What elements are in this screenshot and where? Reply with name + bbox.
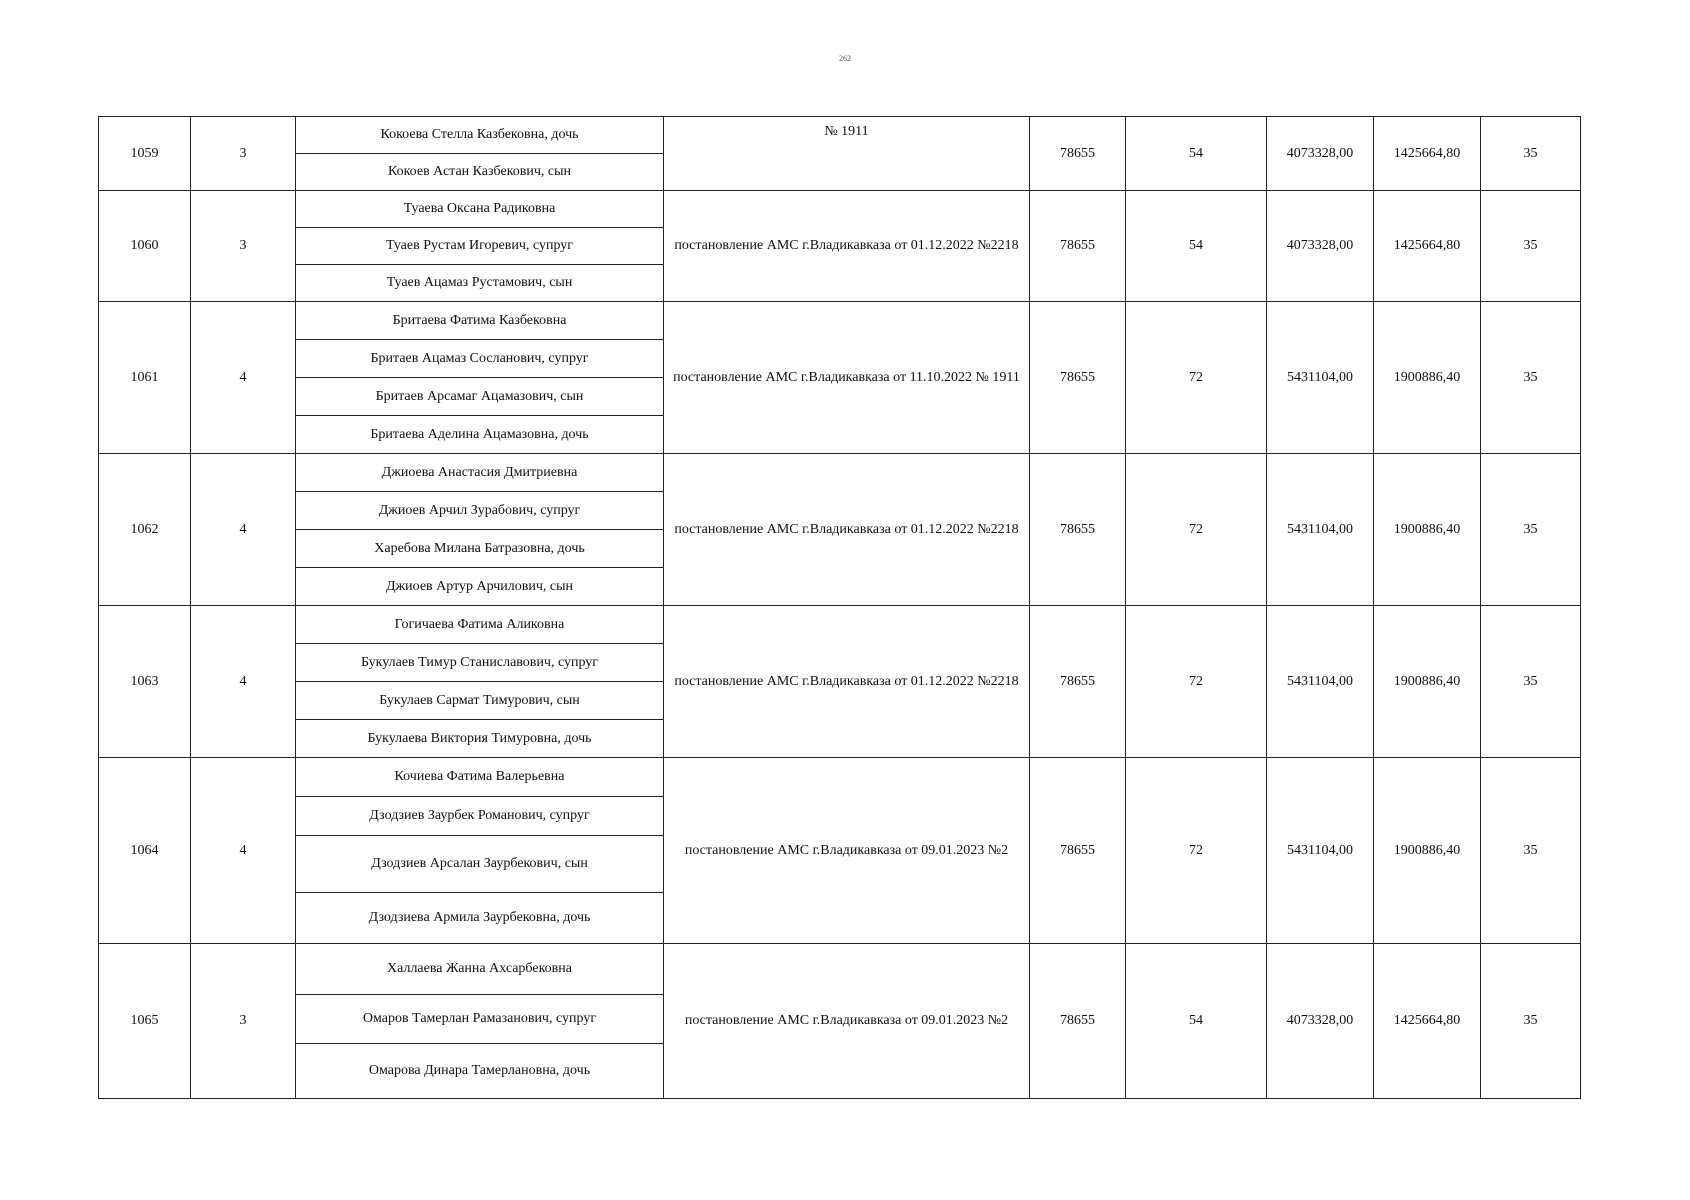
document-cell: постановление АМС г.Владикавказа от 01.12.2022 №2218	[664, 191, 1030, 302]
area-cell: 54	[1126, 191, 1267, 302]
table-row	[99, 302, 1581, 340]
area-cell: 72	[1126, 302, 1267, 454]
family-member-cell: Гогичаева Фатима Аликовна	[296, 606, 664, 644]
document-cell: № 1911	[664, 117, 1030, 191]
price-cell: 78655	[1030, 606, 1126, 758]
subsidy-cell: 1900886,40	[1374, 454, 1481, 606]
family-member-cell: Бритаева Фатима Казбековна	[296, 302, 664, 340]
family-member-cell: Джиоева Анастасия Дмитриевна	[296, 454, 664, 492]
percent-cell: 35	[1481, 117, 1581, 191]
family-member-cell: Джиоев Артур Арчилович, сын	[296, 568, 664, 606]
row-number-cell: 1060	[99, 191, 191, 302]
document-cell: постановление АМС г.Владикавказа от 01.12.2022 №2218	[664, 454, 1030, 606]
percent-cell: 35	[1481, 191, 1581, 302]
family-member-cell: Омарова Динара Тамерлановна, дочь	[296, 1044, 664, 1099]
family-size-cell: 3	[191, 944, 296, 1099]
subsidy-cell: 1425664,80	[1374, 117, 1481, 191]
total-cell: 5431104,00	[1267, 302, 1374, 454]
subsidy-cell: 1425664,80	[1374, 191, 1481, 302]
table-row	[99, 606, 1581, 644]
price-cell: 78655	[1030, 758, 1126, 944]
family-size-cell: 4	[191, 302, 296, 454]
area-cell: 54	[1126, 117, 1267, 191]
family-member-cell: Кочиева Фатима Валерьевна	[296, 758, 664, 797]
percent-cell: 35	[1481, 606, 1581, 758]
percent-cell: 35	[1481, 302, 1581, 454]
table-row	[99, 191, 1581, 228]
area-cell: 54	[1126, 944, 1267, 1099]
row-number-cell: 1064	[99, 758, 191, 944]
family-member-cell: Бритаева Аделина Ацамазовна, дочь	[296, 416, 664, 454]
registry-body	[99, 117, 1581, 1099]
area-cell: 72	[1126, 606, 1267, 758]
total-cell: 5431104,00	[1267, 606, 1374, 758]
family-member-cell: Джиоев Арчил Зурабович, супруг	[296, 492, 664, 530]
family-size-cell: 3	[191, 117, 296, 191]
family-member-cell: Туаева Оксана Радиковна	[296, 191, 664, 228]
total-cell: 4073328,00	[1267, 191, 1374, 302]
table-row	[99, 117, 1581, 154]
family-size-cell: 3	[191, 191, 296, 302]
table-row	[99, 758, 1581, 797]
document-cell: постановление АМС г.Владикавказа от 11.10.2022 № 1911	[664, 302, 1030, 454]
total-cell: 4073328,00	[1267, 944, 1374, 1099]
subsidy-cell: 1900886,40	[1374, 302, 1481, 454]
family-member-cell: Омаров Тамерлан Рамазанович, супруг	[296, 995, 664, 1044]
row-number-cell: 1062	[99, 454, 191, 606]
subsidy-cell: 1900886,40	[1374, 606, 1481, 758]
family-member-cell: Букулаев Сармат Тимурович, сын	[296, 682, 664, 720]
family-size-cell: 4	[191, 454, 296, 606]
document-cell: постановление АМС г.Владикавказа от 01.12.2022 №2218	[664, 606, 1030, 758]
family-member-cell: Кокоев Астан Казбекович, сын	[296, 154, 664, 191]
table-row	[99, 944, 1581, 995]
family-member-cell: Туаев Рустам Игоревич, супруг	[296, 228, 664, 265]
percent-cell: 35	[1481, 758, 1581, 944]
family-member-cell: Туаев Ацамаз Рустамович, сын	[296, 265, 664, 302]
area-cell: 72	[1126, 454, 1267, 606]
family-member-cell: Бритаев Ацамаз Сосланович, супруг	[296, 340, 664, 378]
price-cell: 78655	[1030, 454, 1126, 606]
document-cell: постановление АМС г.Владикавказа от 09.01.2023 №2	[664, 944, 1030, 1099]
table-row	[99, 454, 1581, 492]
family-size-cell: 4	[191, 606, 296, 758]
family-member-cell: Харебова Милана Батразовна, дочь	[296, 530, 664, 568]
price-cell: 78655	[1030, 302, 1126, 454]
price-cell: 78655	[1030, 117, 1126, 191]
row-number-cell: 1063	[99, 606, 191, 758]
total-cell: 5431104,00	[1267, 454, 1374, 606]
area-cell: 72	[1126, 758, 1267, 944]
price-cell: 78655	[1030, 191, 1126, 302]
document-cell: постановление АМС г.Владикавказа от 09.01.2023 №2	[664, 758, 1030, 944]
family-member-cell: Халлаева Жанна Ахсарбековна	[296, 944, 664, 995]
family-size-cell: 4	[191, 758, 296, 944]
family-member-cell: Букулаев Тимур Станиславович, супруг	[296, 644, 664, 682]
family-member-cell: Дзодзиева Армила Заурбековна, дочь	[296, 893, 664, 944]
family-member-cell: Бритаев Арсамаг Ацамазович, сын	[296, 378, 664, 416]
row-number-cell: 1061	[99, 302, 191, 454]
total-cell: 4073328,00	[1267, 117, 1374, 191]
family-member-cell: Дзодзиев Арсалан Заурбекович, сын	[296, 836, 664, 893]
total-cell: 5431104,00	[1267, 758, 1374, 944]
price-cell: 78655	[1030, 944, 1126, 1099]
row-number-cell: 1059	[99, 117, 191, 191]
page-number: 262	[839, 54, 851, 63]
family-member-cell: Кокоева Стелла Казбековна, дочь	[296, 117, 664, 154]
family-member-cell: Букулаева Виктория Тимуровна, дочь	[296, 720, 664, 758]
row-number-cell: 1065	[99, 944, 191, 1099]
percent-cell: 35	[1481, 454, 1581, 606]
subsidy-cell: 1900886,40	[1374, 758, 1481, 944]
registry-table	[98, 116, 1581, 1099]
family-member-cell: Дзодзиев Заурбек Романович, супруг	[296, 797, 664, 836]
percent-cell: 35	[1481, 944, 1581, 1099]
subsidy-cell: 1425664,80	[1374, 944, 1481, 1099]
